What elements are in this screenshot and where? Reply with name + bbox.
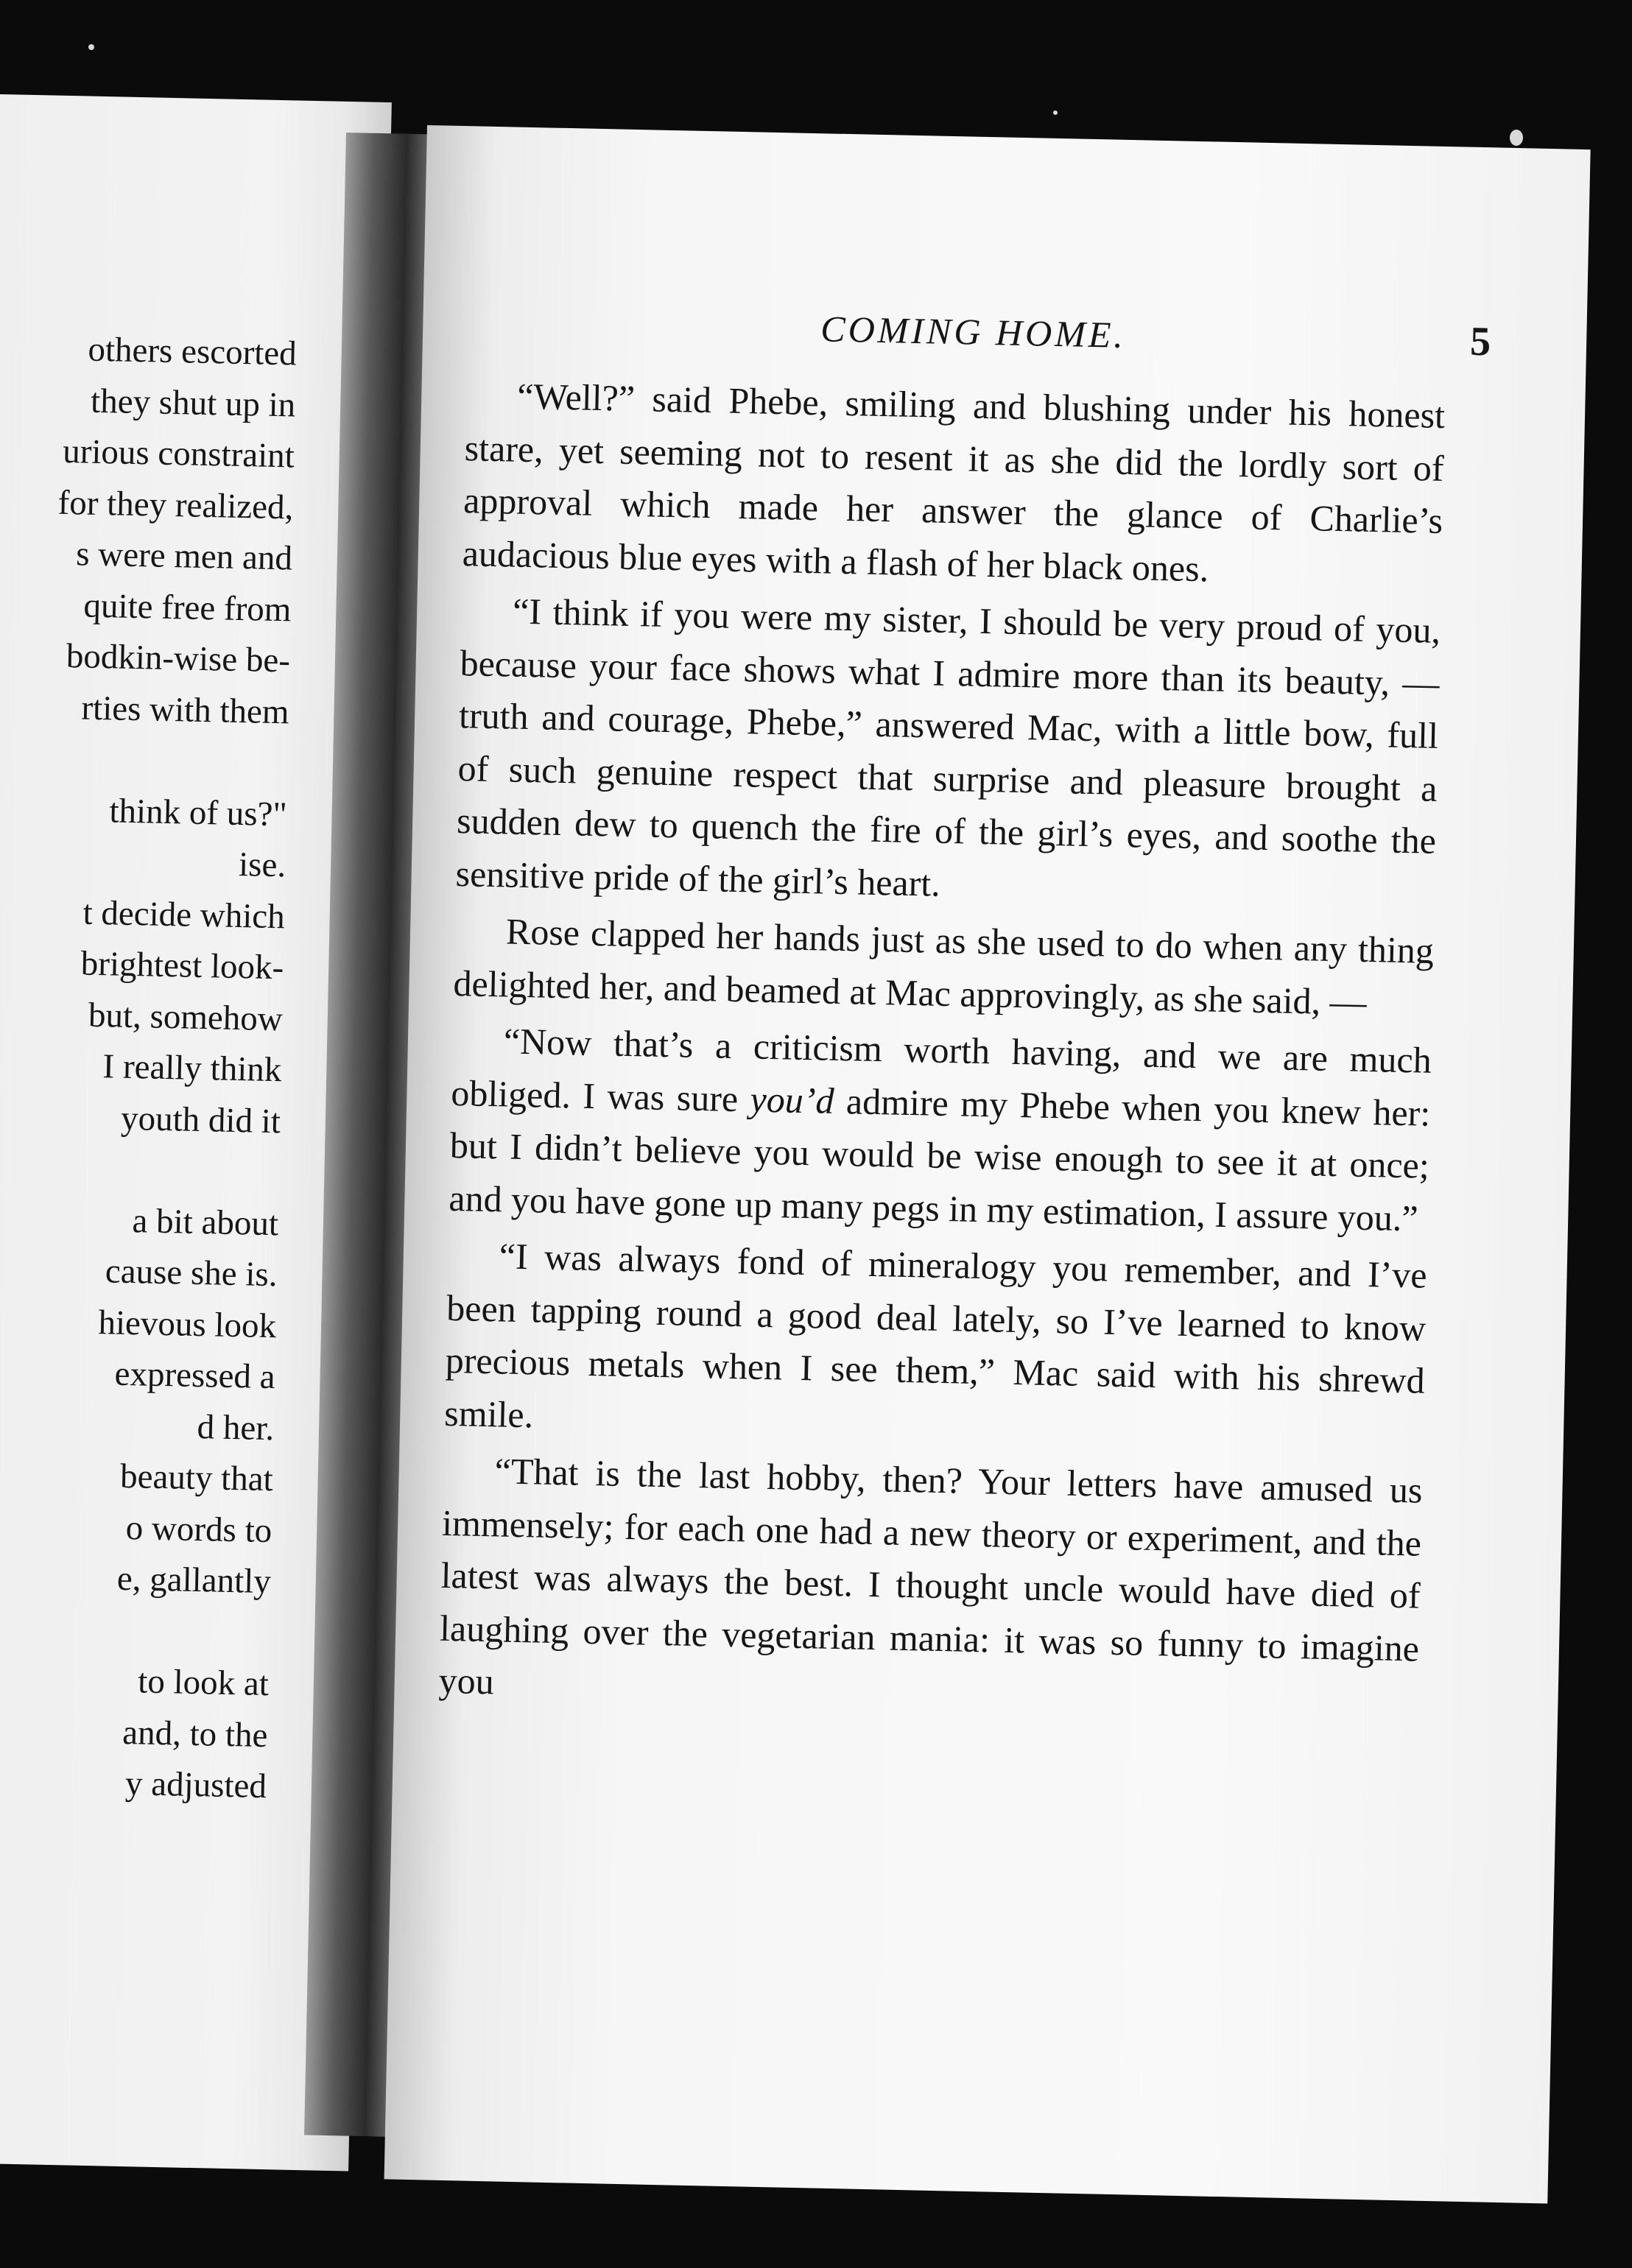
left-line-gap <box>0 731 289 789</box>
page-header <box>820 307 1491 373</box>
left-line: y adjusted <box>124 1764 267 1806</box>
left-page-text <box>0 322 297 1812</box>
left-line: expressed a <box>114 1354 276 1397</box>
paragraph <box>449 1014 1432 1245</box>
left-line: and, to the <box>122 1713 268 1755</box>
left-line: I really think <box>102 1047 282 1090</box>
left-line: ise. <box>238 845 286 885</box>
scan-speck <box>1053 110 1058 115</box>
left-line: o words to <box>125 1508 272 1550</box>
running-head: COMING HOME. <box>820 308 1127 356</box>
left-line: e, gallantly <box>116 1559 272 1602</box>
left-line: cause she is. <box>105 1252 278 1295</box>
body-text <box>438 369 1446 1732</box>
left-line: but, somehow <box>88 996 284 1038</box>
left-line: quite free from <box>83 586 292 629</box>
left-line: think of us?" <box>109 791 288 834</box>
left-line: for they realized, <box>57 483 294 526</box>
left-line: to look at <box>137 1662 270 1704</box>
emphasized-text: you’d <box>750 1077 835 1121</box>
paragraph: “That is the last hobby, then? Your letters have amused us immensely; for each one had a new theory or experiment, and the latest was always the best. I thought uncle would have died of laughing over the vegetarian mania: it was so funny to imagine you <box>438 1450 1424 1702</box>
paragraph-text: admire my Phebe when you knew her: but I didn’t believe you would be wise enough to see it at once; and you have gone up many pegs in my estimation, I assure you.” <box>448 1080 1431 1239</box>
left-line: s were men and <box>75 535 293 578</box>
paragraph: Rose clapped her hands just as she used to do when any thing delighted her, and beamed at Mac approvingly, as she said, — <box>453 910 1435 1023</box>
scan-speck <box>1510 130 1523 146</box>
left-line-gap <box>0 1601 270 1659</box>
paragraph: “Well?” said Phebe, smiling and blushing under his honest stare, yet seeming not to resent it as she did the lordly sort of approval which made her answer the glance of Charlie’s audacious blue eyes with a flash of her black ones. <box>462 375 1446 589</box>
left-line: bodkin-wise be- <box>66 637 291 680</box>
paragraph-text: “Now that’s a criticism worth having, and we are much obliged. I was sure <box>450 1020 1432 1119</box>
paragraph: “I was always fond of mineralogy you remember, and I’ve been tapping round a good deal lately, so I’ve learned to know precious metals when I see them,” Mac said with his shrewd smile. <box>443 1235 1428 1435</box>
page-number: 5 <box>1469 318 1491 365</box>
paragraph: “I think if you were my sister, I should be very proud of you, because your face shows what I admire more than its beauty, — truth and courage, Phebe,” answered Mac, with a little bow, full of such genuine respect that surprise and pleasure brought a sudden dew to quench the fire of the girl’s eyes, and soothe the sensitive pride of the girl’s heart. <box>455 590 1441 904</box>
left-line: beauty that <box>119 1457 274 1499</box>
left-line: brightest look- <box>80 944 284 987</box>
left-line: youth did it <box>120 1099 281 1141</box>
left-line-gap <box>0 1141 280 1199</box>
left-line: others escorted <box>88 330 298 373</box>
left-line: urious constraint <box>62 432 295 476</box>
right-page <box>384 125 1591 2203</box>
left-line: d her. <box>197 1407 275 1448</box>
left-line: they shut up in <box>90 381 296 424</box>
left-line: hievous look <box>98 1303 277 1345</box>
left-line: t decide which <box>82 893 286 936</box>
left-line: rties with them <box>81 688 290 731</box>
scan-speck <box>88 44 94 50</box>
left-line: a bit about <box>132 1201 279 1243</box>
